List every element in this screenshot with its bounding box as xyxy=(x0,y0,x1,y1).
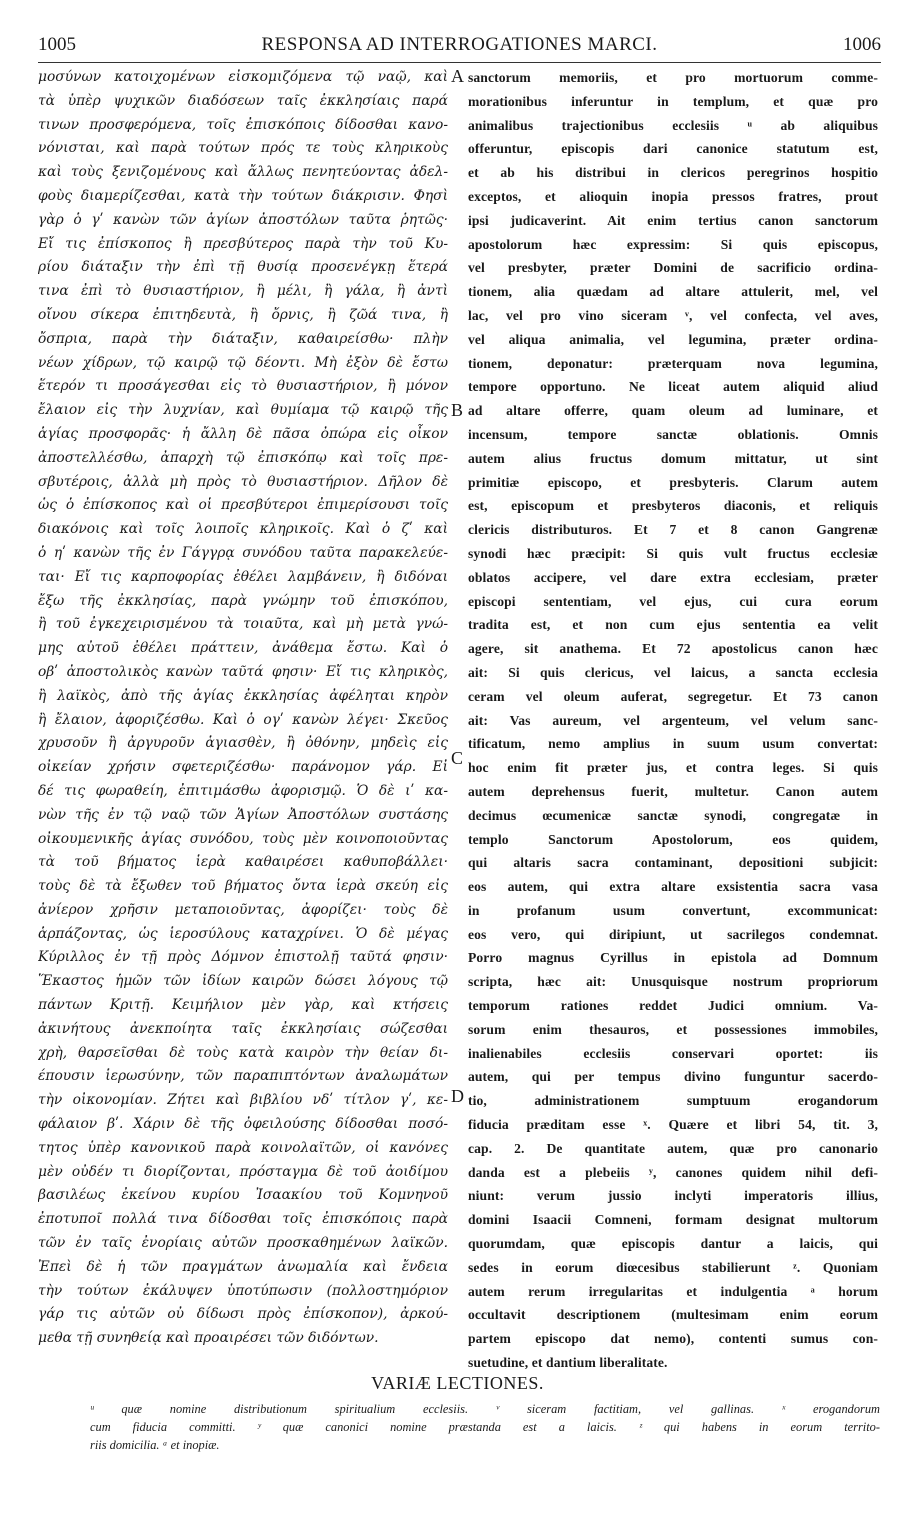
greek-text-line: οἴνου σίκερα ἐπιτηδευτὰ, ἢ ὄρνις, ἢ ζῶά τινα, ἢ xyxy=(38,306,448,323)
latin-text-line: incensum, tempore sanctæ oblationis. Omnis xyxy=(468,426,878,442)
latin-text-line: ceram vel oleum auferat, segregetur. Et 73 canon xyxy=(468,688,878,704)
latin-text-line: morationibus inferuntur in templum, et quæ pro xyxy=(468,93,878,109)
greek-column xyxy=(38,66,448,1351)
greek-text-line: Ἕκαστος ἡμῶν τῶν ἰδίων καιρῶν δώσει λόγους τῷ xyxy=(38,973,448,990)
latin-text-line: primitiæ episcopo, et presbyteris. Clarum autem xyxy=(468,474,878,490)
latin-text-line: tio, administrationem sumptuum erogandorum xyxy=(468,1093,878,1109)
greek-text-line: μοσύνων κατοιχομένων εἰσκομιζόμενα τῷ ναῷ, καὶ xyxy=(38,69,448,85)
greek-text-line: ἢ τοῦ ἐγκεχειρισμένου τὰ τοιαῦτα, καὶ μὴ μετὰ γνώ- xyxy=(38,616,448,633)
header-rule xyxy=(38,62,881,63)
greek-text-line: τὰ τοῦ βήματος ἱερὰ καθαιρέσει καθυποβάλλει· xyxy=(38,854,448,871)
greek-text-line: ὡς ὁ ἐπίσκοπος καὶ οἱ πρεσβύτεροι ἐπιμερίσουσι τοῖς xyxy=(38,497,448,514)
latin-text-line: ait: Vas aureum, vel argenteum, vel velum sanc- xyxy=(468,712,878,728)
latin-text-line: synodi hæc præcipit: Si quis vult fructus ecclesiæ xyxy=(468,545,878,561)
latin-text-line: et ab his distribui in clericos peregrinos hospitio xyxy=(468,165,878,181)
greek-text-line: τὰ ὑπὲρ ψυχικῶν διαδόσεων ταῖς ἐκκλησίαις παρά xyxy=(38,92,448,109)
latin-text-line: partem episcopo dat nemo), contenti sumus con- xyxy=(468,1331,878,1347)
greek-text-line: ἔξω τῆς ἐκκλησίας, παρὰ γνώμην τοῦ ἐπισκόπου, xyxy=(38,592,448,609)
margin-mark-b: B xyxy=(451,400,464,420)
latin-text-line: temporum rationes reddet Judici omnium. Va- xyxy=(468,998,878,1014)
greek-text-line: τινων προσφερόμενα, τοῖς ἐπισκόποις δίδοσθαι κανο- xyxy=(38,116,448,133)
greek-text-line: χρυσοῦν ἢ ἀργυροῦν ἁγιασθὲν, ἢ ὀθόνην, μηδεὶς εἰς xyxy=(38,735,448,752)
greek-text-line: χρὴ, θαρσεῖσθαι δὲ τοὺς κατὰ καιρὸν τὴν θείαν δι- xyxy=(38,1044,448,1061)
latin-text-line: animalibus trajectionibus ecclesiis ᵘ ab aliquibus xyxy=(468,117,878,133)
latin-text-line: sanctorum memoriis, et pro mortuorum comme- xyxy=(468,70,878,85)
greek-text-line: δέ τις φωραθείη, ἐπιτιμάσθω ἀφορισμῷ. Ὁ δὲ ιʹ κα- xyxy=(38,782,448,799)
latin-text-line: scripta, hæc ait: Unusquisque nostrum propriorum xyxy=(468,974,878,990)
latin-text-line: suetudine, et dantium liberalitate. xyxy=(468,1355,668,1371)
latin-text-line: sorum enim thesauros, et possessiones immobiles, xyxy=(468,1021,878,1037)
latin-text-line: autem, qui per tempus divino funguntur sacerdo- xyxy=(468,1069,878,1085)
greek-text-line: μης αὐτοῦ ἐθέλει πράττειν, ἀνάθεμα ἔστω. Καὶ ὁ xyxy=(38,640,448,657)
greek-text-line: ὄσπρια, παρὰ τὴν διάταξιν, καθαιρείσθω· πλὴν xyxy=(38,330,448,347)
latin-text-line: inalienabiles ecclesiis conservari oportet: iis xyxy=(468,1045,878,1061)
latin-text-line: fiducia præditam esse ˣ. Quære et libri 54, tit. 3, xyxy=(468,1117,878,1133)
greek-text-line: οἰκείαν χρήσιν σφετεριζέσθω· παράνομον γάρ. Εἰ xyxy=(38,759,448,776)
page-header xyxy=(38,34,881,60)
greek-text-line: τοὺς δὲ τὰ ἔξωθεν τοῦ βήματος ὄντα ἱερὰ σκεύη εἰς xyxy=(38,878,448,895)
greek-text-line: γάρ τις αὐτῶν οὐ δίδωσι πρὸς ἐπίσκοπον), ἀρκού- xyxy=(38,1306,448,1323)
latin-text-line: danda est a plebeiis ʸ, canones quidem nihil defi- xyxy=(468,1164,878,1180)
greek-text-line: μεθα τῇ συνηθείᾳ καὶ προαιρέσει τῶν διδόντων. xyxy=(38,1330,379,1347)
latin-text-line: tradita est, et non cum ejus sententia ea velit xyxy=(468,617,878,633)
greek-text-line: τὴν τούτων ἐκάλυψεν ὑποτύπωσιν (πολλοστημόριον xyxy=(38,1282,448,1299)
latin-text-line: est, episcopum et presbyteros diaconis, et reliquis xyxy=(468,498,878,514)
greek-text-line: ρίου διάταξιν τὴν ἐπὶ τῇ θυσίᾳ προσενέγκῃ ἕτερά xyxy=(38,259,448,276)
latin-text-line: niunt: verum jussio inclyti imperatoris illius, xyxy=(468,1188,878,1204)
latin-text-line: occultavit descriptionem (multesimam enim eorum xyxy=(468,1307,878,1323)
latin-text-line: hoc enim fit præter jus, et contra leges. Si quis xyxy=(468,760,878,776)
latin-text-line: cap. 2. De quantitate autem, quæ pro canonario xyxy=(468,1140,878,1156)
variae-lectiones-notes xyxy=(90,1400,880,1454)
greek-text-line: τὴν οἰκονομίαν. Ζήτει καὶ βιβλίου νδʹ τίτλον γʹ, κε- xyxy=(38,1092,448,1109)
greek-text-line: ἢ λαϊκὸς, ἀπὸ τῆς ἁγίας ἐκκλησίας ἀφέληται κηρὸν xyxy=(38,687,448,704)
latin-text-line: decimus œcumenicæ sanctæ synodi, congregatæ in xyxy=(468,807,878,823)
greek-text-line: νόνισται, καὶ παρὰ τούτων πρός τε τοὺς κληρικοὺς xyxy=(38,140,448,157)
greek-text-line: ἀκινήτους ἀνεκποίητα ταῖς ἐκκλησίαις σώζεσθαι xyxy=(38,1020,448,1037)
latin-text-line: templo Sanctorum Apostolorum, eos quidem, xyxy=(468,831,878,847)
greek-text-line: καὶ τοὺς ξενιζομένους καὶ ἄλλως πενητεύοντας ἀδελ- xyxy=(38,164,448,181)
latin-text-line: lac, vel pro vino siceram ᵛ, vel confecta, vel aves, xyxy=(468,307,878,323)
greek-text-line: τητος ὑπὲρ κανονικοῦ παρὰ κοινολαϊτῶν, οἱ κανόνες xyxy=(38,1139,448,1156)
variae-lectiones-title: VARIÆ LECTIONES. xyxy=(371,1373,544,1393)
greek-text-line: ἢ ἔλαιον, ἀφοριζέσθω. Καὶ ὁ ογʹ κανὼν λέγει· Σκεῦος xyxy=(38,711,448,728)
greek-text-line: ἀποστελλέσθω, ἀπαρχὴ τῷ ἐπισκόπῳ καὶ τοῖς πρε- xyxy=(38,449,448,466)
page-number-right: 1006 xyxy=(843,34,881,55)
margin-mark-c: C xyxy=(451,748,464,768)
latin-text-line: offeruntur, episcopis dari canonice statutum est, xyxy=(468,141,878,157)
latin-text-line: ad altare offerre, quam oleum ad luminare, et xyxy=(468,403,878,419)
greek-text-line: ἀνίερον χρῆσιν μεταποιοῦντας, ἀφορίζει· τοὺς δὲ xyxy=(38,901,448,918)
greek-text-line: νὼν τῆς ἐν τῷ ναῷ τῶν Ἁγίων Ἀποστόλων συστάσης xyxy=(38,806,448,823)
greek-text-line: ἁρπάζοντας, ὡς ἱεροσύλους καταχρίνει. Ὁ δὲ μέγας xyxy=(38,925,448,942)
latin-text-line: episcopi sententiam, vel ejus, cui cura eorum xyxy=(468,593,878,609)
latin-text-line: autem alius fructus domum mittatur, ut sint xyxy=(468,450,878,466)
latin-text-line: autem rerum irregularitas et indulgentia ᵃ horum xyxy=(468,1283,878,1299)
greek-text-line: διακόνοις καὶ τοῖς λοιποῖς κληρικοῖς. Καὶ ὁ ζʹ καὶ xyxy=(38,521,448,538)
latin-column xyxy=(468,66,878,1375)
greek-text-line: βασιλέως ἐκείνου κυρίου Ἰσαακίου τοῦ Κομνηνοῦ xyxy=(38,1187,448,1204)
greek-text-line: ἐποτυποῖ πολλά τινα δίδοσθαι τοῖς ἐπισκόποις παρὰ xyxy=(38,1211,448,1228)
latin-text-line: tificatum, nemo amplius in suum usum convertat: xyxy=(468,736,878,752)
latin-text-line: domini Isaacii Comneni, formam designat multorum xyxy=(468,1212,878,1228)
latin-text-line: tionem, deponatur: præterquam nova legumina, xyxy=(468,355,878,371)
latin-text-line: sedes in eorum diœcesibus stabilierunt ᶻ. Quoniam xyxy=(468,1259,878,1275)
latin-text-line: ipsi judicaverint. Ait enim tertius canon sanctorum xyxy=(468,212,878,228)
latin-text-line: vel aliqua animalia, vel legumina, præter ordina- xyxy=(468,331,878,347)
greek-text-line: Εἴ τις ἐπίσκοπος ἢ πρεσβύτερος παρὰ τὴν τοῦ Κυ- xyxy=(38,235,448,252)
page-number-left: 1005 xyxy=(38,34,76,55)
latin-text-line: agere, sit anathema. Et 72 apostolicus canon hæc xyxy=(468,641,878,657)
greek-text-line: οβʹ ἀποστολικὸς κανὼν ταῦτά φησιν· Εἴ τις κληρικὸς, xyxy=(38,663,448,680)
greek-text-line: ται· Εἴ τις καρποφορίας ἐθέλει λαμβάνειν, ἢ διδόναι xyxy=(38,568,448,585)
greek-text-line: φάλαιον βʹ. Χάριν δὲ τῆς ὀφειλούσης δίδοσθαι ποσό- xyxy=(38,1116,448,1133)
latin-text-line: autem deprehensus fuerit, multetur. Canon autem xyxy=(468,783,878,799)
greek-text-line: ἔλαιον εἰς τὴν λυχνίαν, καὶ θυμίαμα τῷ καιρῷ τῆς xyxy=(38,402,448,419)
running-title: RESPONSA AD INTERROGATIONES MARCI. xyxy=(261,34,658,55)
variant-note-line: ᵘ quæ nomine distributionum spiritualium ecclesiis. ᵛ siceram factitiam, vel gallinas. ˣ erogandorum xyxy=(90,1402,880,1416)
margin-mark-d: D xyxy=(451,1086,464,1106)
greek-text-line: ἁγίας προσφορᾶς· ἡ ἄλλη δὲ πᾶσα ὀπώρα εἰς οἶκον xyxy=(38,425,448,442)
greek-text-line: τινα ἐπὶ τὸ θυσιαστήριον, ἢ μέλι, ἢ γάλα, ἢ ἀντὶ xyxy=(38,283,448,300)
greek-text-line: πάντων Κριτῇ. Κειμήλιον μὲν γὰρ, καὶ κτήσεις xyxy=(38,997,448,1014)
latin-text-line: quorumdam, quæ episcopis dantur a laicis, qui xyxy=(468,1236,878,1252)
variant-note-line: riis domicilia. ᵃ et inopiæ. xyxy=(90,1438,220,1452)
latin-text-line: clericis distributuros. Et 7 et 8 canon Gangrenæ xyxy=(468,522,878,538)
greek-text-line: ὁ ηʹ κανὼν τῆς ἐν Γάγγρᾳ συνόδου ταῦτα παρακελεύε- xyxy=(38,544,448,561)
latin-text-line: eos autem, qui extra altare exsistentia sacra vasa xyxy=(468,879,878,895)
latin-text-line: vel presbyter, præter Domini de sacrificio ordina- xyxy=(468,260,878,276)
greek-text-line: φοὺς διαμερίζεσθαι, κατὰ τὴν τούτων διάκρισιν. Φησὶ xyxy=(38,187,448,204)
greek-text-line: μὲν οὐδέν τι διορίζονται, πρόσταγμα δὲ τοῦ ἀοιδίμου xyxy=(38,1163,448,1180)
greek-text-line: τῶν ἐν ταῖς ἐνορίαις αὐτῶν προσκαθημένων λαϊκῶν. xyxy=(38,1235,448,1252)
variant-note-line: cum fiducia committi. ʸ quæ canonici nomine præstanda est a laicis. ᶻ qui habens in eorum territo- xyxy=(90,1420,880,1434)
greek-text-line: νέων χίδρων, τῷ καιρῷ τῷ δέοντι. Μὴ ἐξὸν δὲ ἔστω xyxy=(38,354,448,371)
greek-text-line: γὰρ ὁ γʹ κανὼν τῶν ἁγίων ἀποστόλων ταῦτα ῥητῶς· xyxy=(38,211,448,228)
greek-text-line: σβυτέροις, ἀλλὰ μὴ πρὸς τὸ θυσιαστήριον. Δῆλον δὲ xyxy=(38,473,448,490)
greek-text-line: ἕτερόν τι προσάγεσθαι εἰς τὸ θυσιαστήριον, ἢ μόνον xyxy=(38,378,448,395)
greek-text-line: Κύριλλος ἐν τῇ πρὸς Δόμνον ἐπιστολῇ ταῦτά φησιν· xyxy=(38,949,448,966)
latin-text-line: oblatos accipere, vel dare extra ecclesiam, præter xyxy=(468,569,878,585)
latin-text-line: eos vero, qui diripiunt, ut sacrilegos condemnat. xyxy=(468,926,878,942)
greek-text-line: Ἐπεὶ δὲ ἡ τῶν πραγμάτων ἀνωμαλία καὶ ἔνδεια xyxy=(38,1258,448,1275)
latin-text-line: exceptos, et alioquin inopia pressos fratres, prout xyxy=(468,188,878,204)
greek-text-line: οἰκουμενικῆς ἁγίας συνόδου, τοὺς μὲν κοινοποιοῦντας xyxy=(38,830,448,847)
latin-text-line: tionem, alia quædam ad altare attulerit, mel, vel xyxy=(468,284,878,300)
margin-mark-a: A xyxy=(451,66,464,86)
latin-text-line: in profanum usum convertunt, excommunicat: xyxy=(468,902,878,918)
latin-text-line: qui altaris sacra contaminant, depositioni subjicit: xyxy=(468,855,878,871)
latin-text-line: apostolorum hæc expressim: Si quis episcopus, xyxy=(468,236,878,252)
latin-text-line: Porro magnus Cyrillus in epistola ad Domnum xyxy=(468,950,878,966)
greek-text-line: έπουσιν ἱερωσύνην, τῶν παραπιπτόντων ἀναλωμάτων xyxy=(38,1068,448,1085)
latin-text-line: ait: Si quis clericus, vel laicus, a sancta ecclesia xyxy=(468,664,878,680)
latin-text-line: tempore opportuno. Ne liceat autem aliquid aliud xyxy=(468,379,878,395)
